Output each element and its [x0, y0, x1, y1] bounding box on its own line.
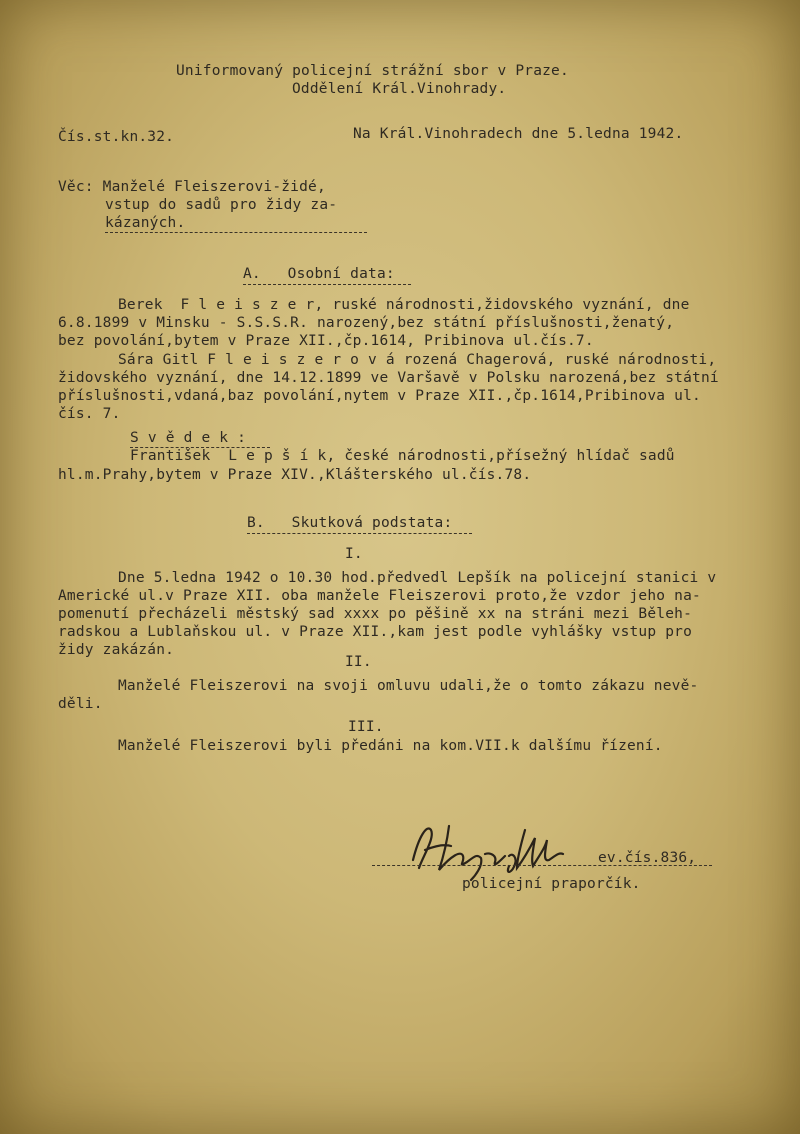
- witness-line-1: František L e p š í k, české národnosti,přísežný hlídač sadů: [130, 448, 675, 464]
- facts2-line-1: Manželé Fleiszerovi na svoji omluvu udali,že o tomto zákazu nevě-: [118, 678, 699, 694]
- section-b-title: B. Skutková podstata:: [247, 515, 453, 531]
- person2-line-2: židovského vyznání, dne 14.12.1899 ve Varšavě v Polsku narozená,bez státní: [58, 370, 719, 386]
- facts3-line-1: Manželé Fleiszerovi byli předáni na kom.VII.k dalšímu řízení.: [118, 738, 663, 754]
- person1-line-1: Berek F l e i s z e r, ruské národnosti,židovského vyznání, dne: [118, 297, 690, 313]
- roman-numeral-3: III.: [348, 719, 384, 735]
- roman-numeral-2: II.: [345, 654, 372, 670]
- witness-title: S v ě d e k :: [130, 430, 247, 446]
- person1-line-2: 6.8.1899 v Minsku - S.S.S.R. narozený,bez státní příslušnosti,ženatý,: [58, 315, 675, 331]
- subject-line-1: Věc: Manželé Fleiszerovi-židé,: [58, 179, 326, 195]
- section-a-title: A. Osobní data:: [243, 266, 395, 282]
- person2-line-4: čís. 7.: [58, 406, 121, 422]
- section-a-underline: [243, 284, 411, 285]
- evidence-number: ev.čís.836,: [598, 850, 697, 866]
- facts1-line-4: radskou a Lublaňskou ul. v Praze XII.,kam jest podle vyhlášky vstup pro: [58, 624, 693, 640]
- section-b-underline: [247, 533, 472, 534]
- signatory-title: policejní praporčík.: [462, 876, 641, 892]
- reference-number: Čís.st.kn.32.: [58, 129, 175, 145]
- facts1-line-3: pomenutí přecházeli městský sad xxxx po pěšině xx na stráni mezi Běleh-: [58, 606, 693, 622]
- roman-numeral-1: I.: [345, 546, 363, 562]
- witness-line-2: hl.m.Prahy,bytem v Praze XIV.,Klášterského ul.čís.78.: [58, 467, 532, 483]
- facts1-line-5: židy zakázán.: [58, 642, 175, 658]
- person2-line-3: příslušnosti,vdaná,baz povolání,nytem v Praze XII.,čp.1614,Pribinova ul.: [58, 388, 701, 404]
- header-line-1: Uniformovaný policejní strážní sbor v Praze.: [176, 63, 569, 79]
- subject-line-2: vstup do sadů pro židy za-: [105, 197, 338, 213]
- header-line-2: Oddělení Král.Vinohrady.: [292, 81, 507, 97]
- facts2-line-2: děli.: [58, 696, 103, 712]
- person1-line-3: bez povolání,bytem v Praze XII.,čp.1614, Pribinova ul.čís.7.: [58, 333, 594, 349]
- subject-line-3: kázaných.: [105, 215, 186, 231]
- person2-line-1: Sára Gitl F l e i s z e r o v á rozená Chagerová, ruské národnosti,: [118, 352, 717, 368]
- facts1-line-1: Dne 5.ledna 1942 o 10.30 hod.předvedl Lepšík na policejní stanici v: [118, 570, 717, 586]
- subject-underline: [105, 232, 367, 233]
- place-date: Na Král.Vinohradech dne 5.ledna 1942.: [353, 126, 684, 142]
- facts1-line-2: Americké ul.v Praze XII. oba manžele Fleiszerovi proto,že vzdor jeho na-: [58, 588, 701, 604]
